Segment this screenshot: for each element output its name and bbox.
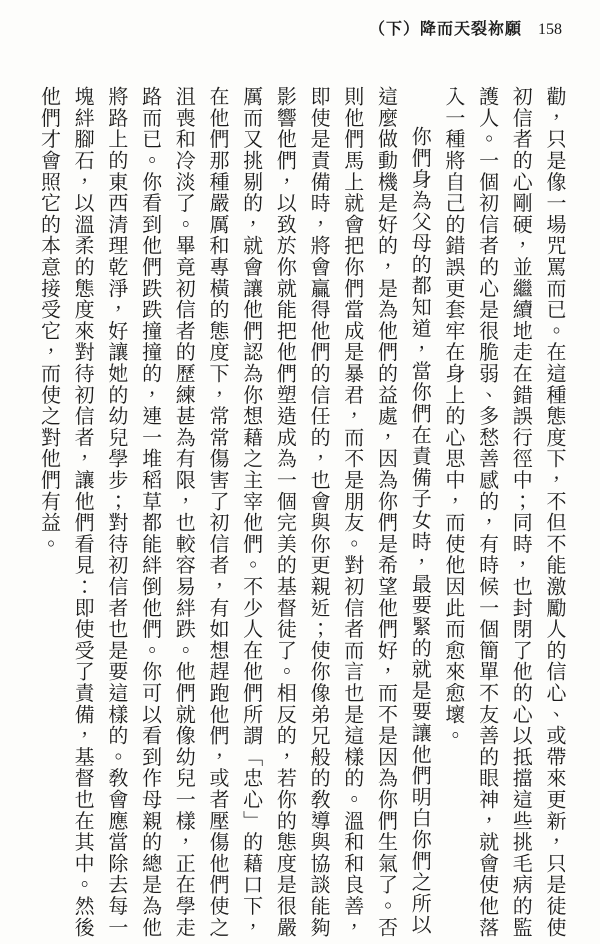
text-column: 塊絆腳石，以溫柔的態度來對待初信者，讓他們看見：即使受了責備，基督也在其中。然後 xyxy=(71,86,94,938)
text-column: 他們才會照它的本意接受它，而使之對他們有益。 xyxy=(37,86,60,555)
text-column: 初信者的心剛硬，並繼續地走在錯誤行徑中；同時，也封閉了他的心以抵擋這些挑毛病的監 xyxy=(509,86,532,938)
text-column: 入一種將自己的錯誤更套牢在身上的心思中，而使他因此而愈來愈壞。 xyxy=(441,86,464,747)
text-column: 勸，只是像一場咒罵而已。在這種態度下，不但不能激勵人的信心、或帶來更新，只是徒使 xyxy=(543,86,565,938)
text-column: 這麼做動機是好的，是為他們的益處，因為你們是希望他們好，而不是因為你們生氣了。否 xyxy=(374,86,397,938)
text-column: 護人。一個初信者的心是很脆弱、多愁善感的，有時候一個簡單不友善的眼神，就會使他落 xyxy=(475,86,498,938)
text-body xyxy=(31,86,570,938)
page-number: 158 xyxy=(538,21,562,38)
text-column: 路而已。你看到他們跌跌撞撞的，連一堆稻草都能絆倒他們。你可以看到作母親的總是為他 xyxy=(138,86,161,938)
text-column: 即使是責備時，將會贏得他們的信任的，也會與你更親近；使你像弟兄般的敎導與協談能夠 xyxy=(307,86,330,938)
text-column: 將路上的東西清理乾淨，好讓她的幼兒學步；對待初信者也是要這樣的。敎會應當除去每一 xyxy=(104,86,127,938)
text-column: 則他們馬上就會把你們當成是暴君，而不是朋友。對初信者而言也是這樣的。溫和和良善， xyxy=(340,86,363,938)
text-column: 厲而又挑剔的，就會讓他們認為你想藉之主宰他們。不少人在他們所謂「忠心」的藉口下， xyxy=(239,86,262,938)
running-head xyxy=(369,16,562,39)
text-column: 影響他們，以致於你就能把他們塑造成為一個完美的基督徒了。相反的，若你的態度是很嚴 xyxy=(273,86,296,938)
chapter-title: （下）降而天裂祢願 xyxy=(368,21,522,38)
text-column: 在他們那種嚴厲和專橫的態度下，常常傷害了初信者，有如想趕跑他們，或者壓傷他們使之 xyxy=(205,86,228,938)
text-column-paragraph-start: 你們身為父母的都知道，當你們在責備子女時，最要緊的就是要讓他們明白你們之所以 xyxy=(408,126,431,936)
text-column: 沮喪和冷淡了。畢竟初信者的歷練甚為有限，也較容易絆跌。他們就像幼兒一樣，正在學走 xyxy=(172,86,195,938)
